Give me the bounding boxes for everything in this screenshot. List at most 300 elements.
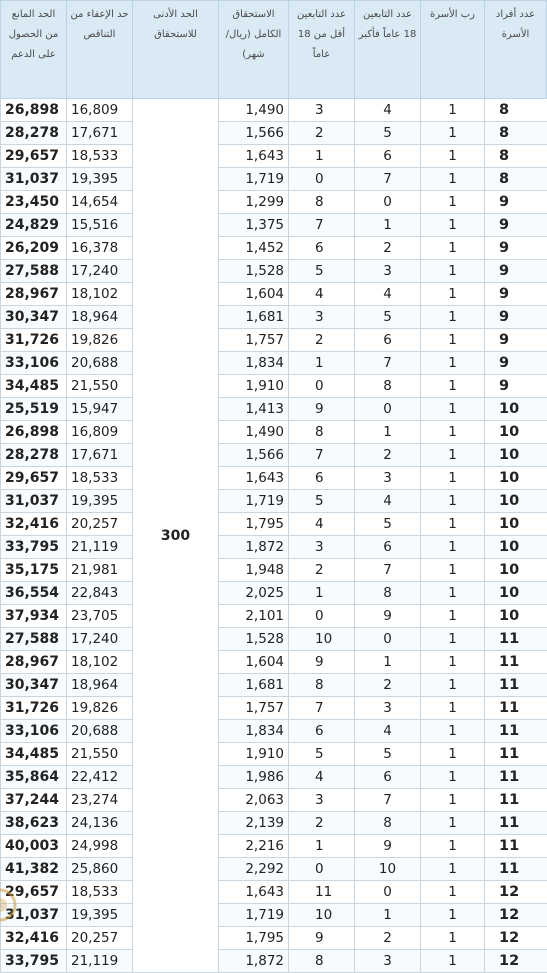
max-limit-cell: 33,106	[1, 352, 67, 375]
dependents-18-plus-cell: 10	[355, 858, 421, 881]
max-limit-cell: 31,726	[1, 329, 67, 352]
family-head-cell: 1	[421, 283, 485, 306]
family-members-cell: 11	[485, 743, 547, 766]
family-head-cell: 1	[421, 835, 485, 858]
header-max-limit: الحد المانع من الحصول على الدعم	[1, 1, 67, 99]
table-row	[1, 582, 547, 605]
full-entitlement-cell: 1,795	[219, 513, 289, 536]
exemption-limit-cell: 19,395	[67, 168, 133, 191]
dependents-under-18-cell: 10	[289, 628, 355, 651]
header-exemption-limit: حد الإعفاء من التناقص	[67, 1, 133, 99]
dependents-under-18-cell: 7	[289, 444, 355, 467]
exemption-limit-cell: 17,671	[67, 444, 133, 467]
table-row	[1, 99, 547, 122]
exemption-limit-cell: 18,533	[67, 881, 133, 904]
exemption-limit-cell: 20,257	[67, 513, 133, 536]
exemption-limit-cell: 25,860	[67, 858, 133, 881]
dependents-18-plus-cell: 0	[355, 398, 421, 421]
table-row	[1, 789, 547, 812]
dependents-under-18-cell: 8	[289, 950, 355, 973]
dependents-18-plus-cell: 7	[355, 789, 421, 812]
dependents-18-plus-cell: 0	[355, 881, 421, 904]
exemption-limit-cell: 20,688	[67, 352, 133, 375]
table-row	[1, 375, 547, 398]
dependents-18-plus-cell: 9	[355, 605, 421, 628]
family-members-cell: 12	[485, 881, 547, 904]
exemption-limit-cell: 15,947	[67, 398, 133, 421]
exemption-limit-cell: 19,395	[67, 490, 133, 513]
family-members-cell: 10	[485, 559, 547, 582]
exemption-limit-cell: 22,843	[67, 582, 133, 605]
dependents-under-18-cell: 9	[289, 651, 355, 674]
family-members-cell: 11	[485, 651, 547, 674]
header-family-head: رب الأسرة	[421, 1, 485, 99]
table-row	[1, 536, 547, 559]
family-members-cell: 9	[485, 214, 547, 237]
family-head-cell: 1	[421, 858, 485, 881]
family-members-cell: 10	[485, 513, 547, 536]
max-limit-cell: 31,726	[1, 697, 67, 720]
dependents-under-18-cell: 4	[289, 283, 355, 306]
family-members-cell: 9	[485, 191, 547, 214]
exemption-limit-cell: 18,102	[67, 651, 133, 674]
exemption-limit-cell: 24,136	[67, 812, 133, 835]
exemption-limit-cell: 17,671	[67, 122, 133, 145]
header-dependents-under-18: عدد التابعين أقل من 18 عاماً	[289, 1, 355, 99]
full-entitlement-cell: 1,604	[219, 283, 289, 306]
family-head-cell: 1	[421, 743, 485, 766]
family-head-cell: 1	[421, 306, 485, 329]
dependents-18-plus-cell: 8	[355, 812, 421, 835]
max-limit-cell: 29,657	[1, 467, 67, 490]
family-head-cell: 1	[421, 536, 485, 559]
dependents-18-plus-cell: 3	[355, 950, 421, 973]
max-limit-cell: 32,416	[1, 927, 67, 950]
dependents-18-plus-cell: 2	[355, 927, 421, 950]
full-entitlement-cell: 1,375	[219, 214, 289, 237]
max-limit-cell: 29,657	[1, 145, 67, 168]
table-row	[1, 260, 547, 283]
dependents-under-18-cell: 1	[289, 835, 355, 858]
exemption-limit-cell: 22,412	[67, 766, 133, 789]
dependents-under-18-cell: 3	[289, 306, 355, 329]
max-limit-cell: 35,864	[1, 766, 67, 789]
full-entitlement-cell: 1,643	[219, 467, 289, 490]
dependents-18-plus-cell: 3	[355, 697, 421, 720]
full-entitlement-cell: 1,681	[219, 306, 289, 329]
dependents-18-plus-cell: 5	[355, 122, 421, 145]
header-row	[1, 1, 547, 99]
exemption-limit-cell: 19,826	[67, 697, 133, 720]
max-limit-cell: 28,967	[1, 651, 67, 674]
max-limit-cell: 28,967	[1, 283, 67, 306]
family-members-cell: 10	[485, 605, 547, 628]
max-limit-cell: 37,244	[1, 789, 67, 812]
exemption-limit-cell: 24,998	[67, 835, 133, 858]
dependents-18-plus-cell: 3	[355, 467, 421, 490]
dependents-18-plus-cell: 6	[355, 766, 421, 789]
max-limit-cell: 37,934	[1, 605, 67, 628]
family-members-cell: 11	[485, 766, 547, 789]
table-header	[1, 1, 547, 99]
max-limit-cell: 40,003	[1, 835, 67, 858]
dependents-under-18-cell: 3	[289, 99, 355, 122]
exemption-limit-cell: 18,533	[67, 145, 133, 168]
exemption-limit-cell: 17,240	[67, 260, 133, 283]
dependents-18-plus-cell: 9	[355, 835, 421, 858]
dependents-18-plus-cell: 0	[355, 628, 421, 651]
dependents-18-plus-cell: 1	[355, 214, 421, 237]
dependents-under-18-cell: 1	[289, 582, 355, 605]
dependents-under-18-cell: 3	[289, 789, 355, 812]
family-head-cell: 1	[421, 398, 485, 421]
family-members-cell: 9	[485, 283, 547, 306]
family-members-cell: 9	[485, 352, 547, 375]
table-row	[1, 467, 547, 490]
table-row	[1, 168, 547, 191]
table-row	[1, 444, 547, 467]
max-limit-cell: 31,037	[1, 168, 67, 191]
exemption-limit-cell: 16,809	[67, 99, 133, 122]
header-dependents-18-plus: عدد التابعين 18 عاماً فأكبر	[355, 1, 421, 99]
table-row	[1, 398, 547, 421]
full-entitlement-cell: 1,910	[219, 375, 289, 398]
table-row	[1, 743, 547, 766]
dependents-under-18-cell: 6	[289, 467, 355, 490]
table-row	[1, 720, 547, 743]
full-entitlement-cell: 1,795	[219, 927, 289, 950]
dependents-18-plus-cell: 1	[355, 904, 421, 927]
dependents-under-18-cell: 2	[289, 122, 355, 145]
family-head-cell: 1	[421, 191, 485, 214]
max-limit-cell: 33,795	[1, 536, 67, 559]
max-limit-cell: 23,450	[1, 191, 67, 214]
family-head-cell: 1	[421, 605, 485, 628]
dependents-under-18-cell: 10	[289, 904, 355, 927]
exemption-limit-cell: 14,654	[67, 191, 133, 214]
exemption-limit-cell: 16,809	[67, 421, 133, 444]
table-row	[1, 651, 547, 674]
family-members-cell: 10	[485, 582, 547, 605]
table-row	[1, 697, 547, 720]
dependents-18-plus-cell: 0	[355, 191, 421, 214]
full-entitlement-cell: 2,292	[219, 858, 289, 881]
full-entitlement-cell: 1,719	[219, 168, 289, 191]
full-entitlement-cell: 1,834	[219, 720, 289, 743]
dependents-18-plus-cell: 7	[355, 352, 421, 375]
max-limit-cell: 33,106	[1, 720, 67, 743]
family-head-cell: 1	[421, 927, 485, 950]
exemption-limit-cell: 21,981	[67, 559, 133, 582]
family-head-cell: 1	[421, 375, 485, 398]
family-head-cell: 1	[421, 237, 485, 260]
dependents-under-18-cell: 7	[289, 697, 355, 720]
dependents-18-plus-cell: 4	[355, 99, 421, 122]
full-entitlement-cell: 1,490	[219, 99, 289, 122]
full-entitlement-cell: 1,452	[219, 237, 289, 260]
family-head-cell: 1	[421, 904, 485, 927]
full-entitlement-cell: 1,528	[219, 260, 289, 283]
family-members-cell: 9	[485, 260, 547, 283]
dependents-under-18-cell: 8	[289, 674, 355, 697]
max-limit-cell: 24,829	[1, 214, 67, 237]
max-limit-cell: 38,623	[1, 812, 67, 835]
family-members-cell: 9	[485, 329, 547, 352]
dependents-under-18-cell: 5	[289, 260, 355, 283]
dependents-18-plus-cell: 5	[355, 513, 421, 536]
dependents-18-plus-cell: 2	[355, 444, 421, 467]
family-members-cell: 8	[485, 122, 547, 145]
family-head-cell: 1	[421, 513, 485, 536]
exemption-limit-cell: 21,119	[67, 536, 133, 559]
family-head-cell: 1	[421, 766, 485, 789]
table-row	[1, 490, 547, 513]
dependents-18-plus-cell: 4	[355, 490, 421, 513]
exemption-limit-cell: 18,102	[67, 283, 133, 306]
family-head-cell: 1	[421, 628, 485, 651]
full-entitlement-cell: 1,490	[219, 421, 289, 444]
table-row	[1, 352, 547, 375]
max-limit-cell: 27,588	[1, 260, 67, 283]
max-limit-cell: 34,485	[1, 375, 67, 398]
exemption-limit-cell: 18,964	[67, 306, 133, 329]
max-limit-cell: 27,588	[1, 628, 67, 651]
dependents-under-18-cell: 7	[289, 214, 355, 237]
dependents-18-plus-cell: 6	[355, 145, 421, 168]
max-limit-cell: 28,278	[1, 444, 67, 467]
full-entitlement-cell: 2,216	[219, 835, 289, 858]
family-members-cell: 8	[485, 99, 547, 122]
table-row	[1, 421, 547, 444]
family-members-cell: 11	[485, 720, 547, 743]
table-row	[1, 628, 547, 651]
full-entitlement-cell: 2,025	[219, 582, 289, 605]
family-head-cell: 1	[421, 881, 485, 904]
dependents-18-plus-cell: 8	[355, 582, 421, 605]
family-head-cell: 1	[421, 99, 485, 122]
family-head-cell: 1	[421, 651, 485, 674]
exemption-limit-cell: 21,550	[67, 375, 133, 398]
family-head-cell: 1	[421, 812, 485, 835]
dependents-18-plus-cell: 2	[355, 237, 421, 260]
dependents-under-18-cell: 8	[289, 191, 355, 214]
full-entitlement-cell: 2,101	[219, 605, 289, 628]
family-members-cell: 10	[485, 398, 547, 421]
family-members-cell: 8	[485, 145, 547, 168]
table-row	[1, 145, 547, 168]
full-entitlement-cell: 1,834	[219, 352, 289, 375]
exemption-limit-cell: 16,378	[67, 237, 133, 260]
exemption-limit-cell: 20,688	[67, 720, 133, 743]
max-limit-cell: 29,657	[1, 881, 67, 904]
table-row	[1, 122, 547, 145]
max-limit-cell: 31,037	[1, 490, 67, 513]
dependents-under-18-cell: 1	[289, 352, 355, 375]
dependents-under-18-cell: 6	[289, 237, 355, 260]
exemption-limit-cell: 19,395	[67, 904, 133, 927]
dependents-under-18-cell: 5	[289, 743, 355, 766]
family-members-cell: 11	[485, 812, 547, 835]
family-members-cell: 10	[485, 444, 547, 467]
max-limit-cell: 36,554	[1, 582, 67, 605]
exemption-limit-cell: 15,516	[67, 214, 133, 237]
family-head-cell: 1	[421, 950, 485, 973]
dependents-under-18-cell: 2	[289, 812, 355, 835]
family-head-cell: 1	[421, 674, 485, 697]
table-row	[1, 605, 547, 628]
table-row	[1, 858, 547, 881]
family-members-cell: 9	[485, 237, 547, 260]
family-head-cell: 1	[421, 122, 485, 145]
dependents-18-plus-cell: 6	[355, 536, 421, 559]
family-members-cell: 9	[485, 375, 547, 398]
table-row	[1, 927, 547, 950]
table-row	[1, 674, 547, 697]
full-entitlement-cell: 2,063	[219, 789, 289, 812]
table-row	[1, 214, 547, 237]
full-entitlement-cell: 1,643	[219, 881, 289, 904]
full-entitlement-cell: 1,872	[219, 536, 289, 559]
exemption-limit-cell: 20,257	[67, 927, 133, 950]
dependents-under-18-cell: 11	[289, 881, 355, 904]
dependents-under-18-cell: 8	[289, 421, 355, 444]
table-row	[1, 237, 547, 260]
dependents-18-plus-cell: 3	[355, 260, 421, 283]
table-row	[1, 881, 547, 904]
family-members-cell: 9	[485, 306, 547, 329]
family-members-cell: 11	[485, 628, 547, 651]
full-entitlement-cell: 1,299	[219, 191, 289, 214]
full-entitlement-cell: 1,719	[219, 490, 289, 513]
dependents-under-18-cell: 0	[289, 168, 355, 191]
family-head-cell: 1	[421, 329, 485, 352]
exemption-limit-cell: 21,550	[67, 743, 133, 766]
family-head-cell: 1	[421, 168, 485, 191]
family-members-cell: 10	[485, 421, 547, 444]
dependents-18-plus-cell: 5	[355, 306, 421, 329]
exemption-limit-cell: 18,533	[67, 467, 133, 490]
exemption-limit-cell: 18,964	[67, 674, 133, 697]
full-entitlement-cell: 1,719	[219, 904, 289, 927]
full-entitlement-cell: 1,528	[219, 628, 289, 651]
family-head-cell: 1	[421, 260, 485, 283]
dependents-under-18-cell: 3	[289, 536, 355, 559]
table-row	[1, 283, 547, 306]
family-members-cell: 10	[485, 467, 547, 490]
max-limit-cell: 30,347	[1, 674, 67, 697]
family-members-cell: 8	[485, 168, 547, 191]
family-members-cell: 12	[485, 950, 547, 973]
full-entitlement-cell: 1,413	[219, 398, 289, 421]
dependents-under-18-cell: 2	[289, 559, 355, 582]
max-limit-cell: 32,416	[1, 513, 67, 536]
family-head-cell: 1	[421, 467, 485, 490]
table-row	[1, 329, 547, 352]
header-family-members: عدد أفراد الأسرة	[485, 1, 547, 99]
dependents-18-plus-cell: 4	[355, 720, 421, 743]
family-head-cell: 1	[421, 720, 485, 743]
family-head-cell: 1	[421, 352, 485, 375]
family-head-cell: 1	[421, 582, 485, 605]
full-entitlement-cell: 1,986	[219, 766, 289, 789]
family-members-cell: 11	[485, 697, 547, 720]
header-full-entitlement: الاستحقاق الكامل (ريال/شهر)	[219, 1, 289, 99]
family-members-cell: 11	[485, 858, 547, 881]
dependents-under-18-cell: 5	[289, 490, 355, 513]
family-members-cell: 11	[485, 674, 547, 697]
dependents-under-18-cell: 1	[289, 145, 355, 168]
dependents-18-plus-cell: 7	[355, 168, 421, 191]
dependents-under-18-cell: 4	[289, 513, 355, 536]
family-members-cell: 11	[485, 789, 547, 812]
full-entitlement-cell: 1,910	[219, 743, 289, 766]
max-limit-cell: 28,278	[1, 122, 67, 145]
family-head-cell: 1	[421, 421, 485, 444]
family-head-cell: 1	[421, 789, 485, 812]
max-limit-cell: 25,519	[1, 398, 67, 421]
exemption-limit-cell: 19,826	[67, 329, 133, 352]
dependents-under-18-cell: 9	[289, 398, 355, 421]
full-entitlement-cell: 2,139	[219, 812, 289, 835]
full-entitlement-cell: 1,872	[219, 950, 289, 973]
table-row	[1, 904, 547, 927]
table-row	[1, 812, 547, 835]
family-members-cell: 11	[485, 835, 547, 858]
exemption-limit-cell: 21,119	[67, 950, 133, 973]
dependents-18-plus-cell: 5	[355, 743, 421, 766]
dependents-under-18-cell: 6	[289, 720, 355, 743]
family-head-cell: 1	[421, 490, 485, 513]
dependents-under-18-cell: 0	[289, 858, 355, 881]
min-entitlement-cell: 300	[133, 99, 219, 973]
max-limit-cell: 41,382	[1, 858, 67, 881]
dependents-18-plus-cell: 2	[355, 674, 421, 697]
table-row	[1, 559, 547, 582]
table-row	[1, 191, 547, 214]
exemption-limit-cell: 17,240	[67, 628, 133, 651]
exemption-limit-cell: 23,274	[67, 789, 133, 812]
dependents-under-18-cell: 9	[289, 927, 355, 950]
full-entitlement-cell: 1,757	[219, 697, 289, 720]
dependents-18-plus-cell: 7	[355, 559, 421, 582]
family-members-cell: 10	[485, 490, 547, 513]
max-limit-cell: 30,347	[1, 306, 67, 329]
max-limit-cell: 34,485	[1, 743, 67, 766]
dependents-18-plus-cell: 8	[355, 375, 421, 398]
full-entitlement-cell: 1,681	[219, 674, 289, 697]
full-entitlement-cell: 1,566	[219, 122, 289, 145]
full-entitlement-cell: 1,948	[219, 559, 289, 582]
family-head-cell: 1	[421, 697, 485, 720]
dependents-under-18-cell: 0	[289, 605, 355, 628]
family-head-cell: 1	[421, 444, 485, 467]
family-head-cell: 1	[421, 559, 485, 582]
table-body	[1, 99, 547, 973]
max-limit-cell: 35,175	[1, 559, 67, 582]
family-members-cell: 12	[485, 904, 547, 927]
dependents-18-plus-cell: 1	[355, 421, 421, 444]
family-members-cell: 10	[485, 536, 547, 559]
full-entitlement-cell: 1,643	[219, 145, 289, 168]
dependents-under-18-cell: 4	[289, 766, 355, 789]
max-limit-cell: 26,209	[1, 237, 67, 260]
table-row	[1, 513, 547, 536]
exemption-limit-cell: 23,705	[67, 605, 133, 628]
dependents-18-plus-cell: 6	[355, 329, 421, 352]
full-entitlement-cell: 1,604	[219, 651, 289, 674]
header-min-entitlement: الحد الأدنى للاستحقاق	[133, 1, 219, 99]
family-members-cell: 12	[485, 927, 547, 950]
